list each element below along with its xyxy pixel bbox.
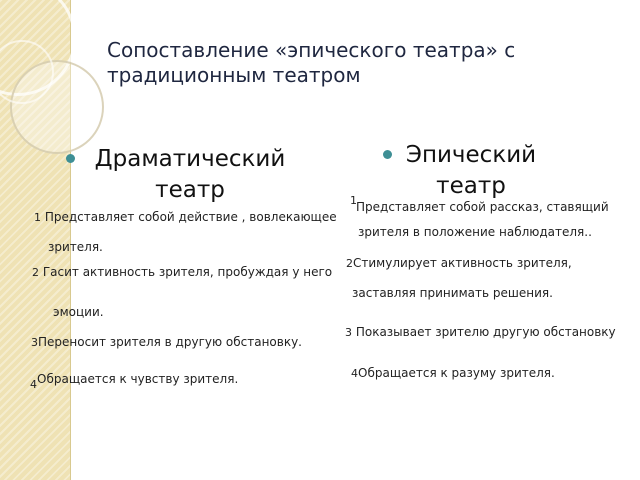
left-item-1-text: Представляет собой действие , вовлекающее: [44, 210, 337, 224]
right-item-2-text: Стимулирует активность зрителя,: [353, 256, 572, 270]
right-item-4-text: Обращается к разуму зрителя.: [358, 366, 555, 380]
slide-title: [107, 38, 607, 88]
right-item-2: [346, 256, 572, 271]
right-item-4-number: 4: [351, 367, 358, 380]
left-item-3: [31, 335, 302, 350]
left-item-4: [30, 372, 239, 391]
right-heading-line-2: театр: [436, 173, 506, 199]
left-item-1-continuation: зрителя.: [48, 240, 103, 254]
left-item-2-text: Гасит активность зрителя, пробуждая у него: [42, 265, 333, 279]
left-item-3-number: 3: [31, 336, 38, 349]
right-column-heading: [396, 140, 546, 202]
left-item-1: [34, 210, 337, 225]
left-heading-line-2: театр: [155, 177, 225, 203]
right-item-3-text: Показывает зрителю другую обстановку: [355, 325, 616, 339]
slide-title-line-2: традиционным театром: [107, 63, 361, 87]
left-item-1-number: 1: [34, 211, 41, 224]
left-item-3-text: Переносит зрителя в другую обстановку.: [38, 335, 302, 349]
right-item-1-continuation: зрителя в положение наблюдателя..: [358, 225, 592, 239]
right-item-3: [345, 325, 616, 340]
left-heading-line-1: Драматический: [94, 146, 286, 172]
right-item-1-text: Представляет собой рассказ, ставящий: [356, 200, 609, 214]
right-item-4: [351, 366, 555, 381]
slide-title-line-1: Сопоставление «эпического театра» с: [107, 38, 516, 62]
left-item-4-number: 4: [30, 378, 37, 391]
left-item-4-text: Обращается к чувству зрителя.: [37, 372, 239, 386]
left-item-2-number: 2: [32, 266, 39, 279]
right-item-2-continuation: заставляя принимать решения.: [352, 286, 553, 300]
left-column-heading: [80, 144, 300, 206]
right-heading-bullet-icon: [383, 150, 392, 159]
left-heading-bullet-icon: [66, 154, 75, 163]
right-item-1-number: 1: [350, 194, 357, 207]
right-item-3-number: 3: [345, 326, 352, 339]
left-item-2: [32, 265, 332, 280]
left-item-2-continuation: эмоции.: [53, 305, 104, 319]
right-item-2-number: 2: [346, 257, 353, 270]
right-heading-line-1: Эпический: [405, 142, 537, 168]
